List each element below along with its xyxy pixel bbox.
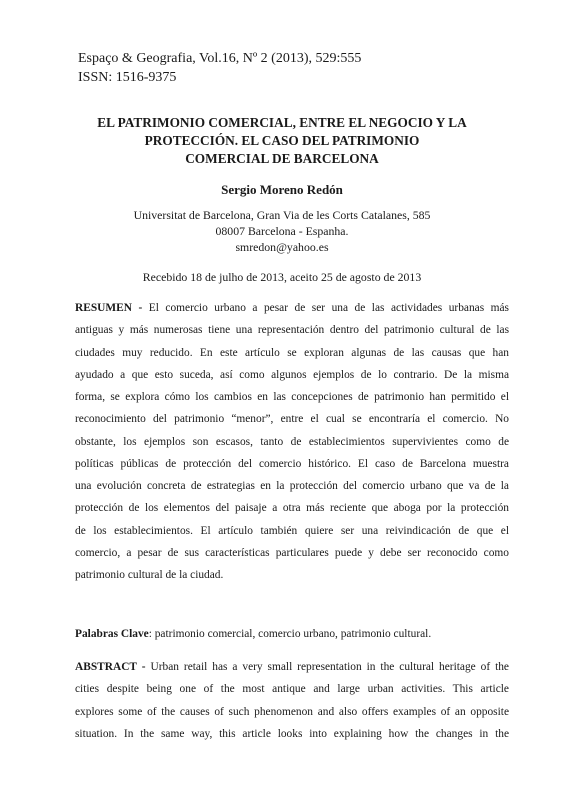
resumen-text: El comercio urbano a pesar de ser una de las actividades urbanas más xyxy=(142,302,509,314)
abstract-line: cities despite being one of the most antique and large urban activities. This article xyxy=(75,683,509,696)
author-email: smredon@yahoo.es xyxy=(235,240,329,254)
keywords-line xyxy=(75,623,509,645)
title-line: COMERCIAL DE BARCELONA xyxy=(185,151,379,166)
resumen-line xyxy=(75,297,509,319)
resumen-line: protección de los elementos del paisaje a otra más reciente que aboga por la protección xyxy=(75,502,509,515)
resumen-line: comercio, a pesar de sus características particulares puede y debe ser reconocido como xyxy=(75,546,509,559)
affiliation-institution: Universitat de Barcelona, Gran Via de les Corts Catalanes, 585 xyxy=(133,208,431,222)
journal-header xyxy=(78,49,361,87)
resumen-section xyxy=(75,297,509,586)
title-line: PROTECCIÓN. EL CASO DEL PATRIMONIO xyxy=(144,133,420,148)
title-line: EL PATRIMONIO COMERCIAL, ENTRE EL NEGOCIO Y LA xyxy=(97,115,467,130)
resumen-line: reconocimiento del patrimonio “menor”, entre el cual se encontraría el comercio. No xyxy=(75,413,509,426)
resumen-line: forma, se explora cómo los cambios en las concepciones de patrimonio han permitido el xyxy=(75,391,509,403)
keywords-section xyxy=(75,623,509,645)
author-name: Sergio Moreno Redón xyxy=(221,182,343,197)
journal-issn: ISSN: 1516-9375 xyxy=(78,70,177,85)
journal-citation: Espaço & Geografia, Vol.16, Nº 2 (2013), 529:555 xyxy=(78,51,362,66)
resumen-line: obstante, los ejemplos son escasos, tanto de establecimientos supervivientes como de xyxy=(75,435,509,448)
abstract-section xyxy=(75,656,509,745)
abstract-line: explores some of the causes of such phenomenon and also offers examples of an opposite xyxy=(75,705,509,718)
author-affiliation xyxy=(0,207,564,255)
resumen-line: antiguas y más numerosas tiene una representación dentro del patrimonio cultural de las xyxy=(75,324,509,337)
keywords-text: : patrimonio comercial, comercio urbano, patrimonio cultural. xyxy=(148,628,432,640)
abstract-text: Urban retail has a very small representation in the cultural heritage of the xyxy=(145,661,509,673)
resumen-label: RESUMEN - xyxy=(75,302,143,314)
resumen-line: políticas públicas de protección del comercio histórico. El caso de Barcelona muestra xyxy=(75,457,509,470)
abstract-line xyxy=(75,656,509,678)
resumen-line: una evolución concreta de estrategias en la protección del comercio urbano que va de la xyxy=(75,480,509,492)
affiliation-city: 08007 Barcelona - Espanha. xyxy=(215,224,349,238)
resumen-line: de los establecimientos. El artículo también quiere ser una reivindicación de que el xyxy=(75,524,509,537)
resumen-line: ayudado a que esto suceda, así como algunos ejemplos de lo contrario. De la misma xyxy=(75,368,509,381)
received-dates: Recebido 18 de julho de 2013, aceito 25 de agosto de 2013 xyxy=(142,270,422,284)
abstract-line: situation. In the same way, this article looks into explaining how the changes in the xyxy=(75,727,509,740)
resumen-line: patrimonio cultural de la ciudad. xyxy=(75,569,224,581)
keywords-label: Palabras Clave xyxy=(75,628,149,640)
abstract-label: ABSTRACT - xyxy=(75,661,146,673)
paper-title xyxy=(60,114,504,168)
resumen-line: ciudades muy reducido. En este artículo se exploran algunas de las causas que han xyxy=(75,346,509,359)
